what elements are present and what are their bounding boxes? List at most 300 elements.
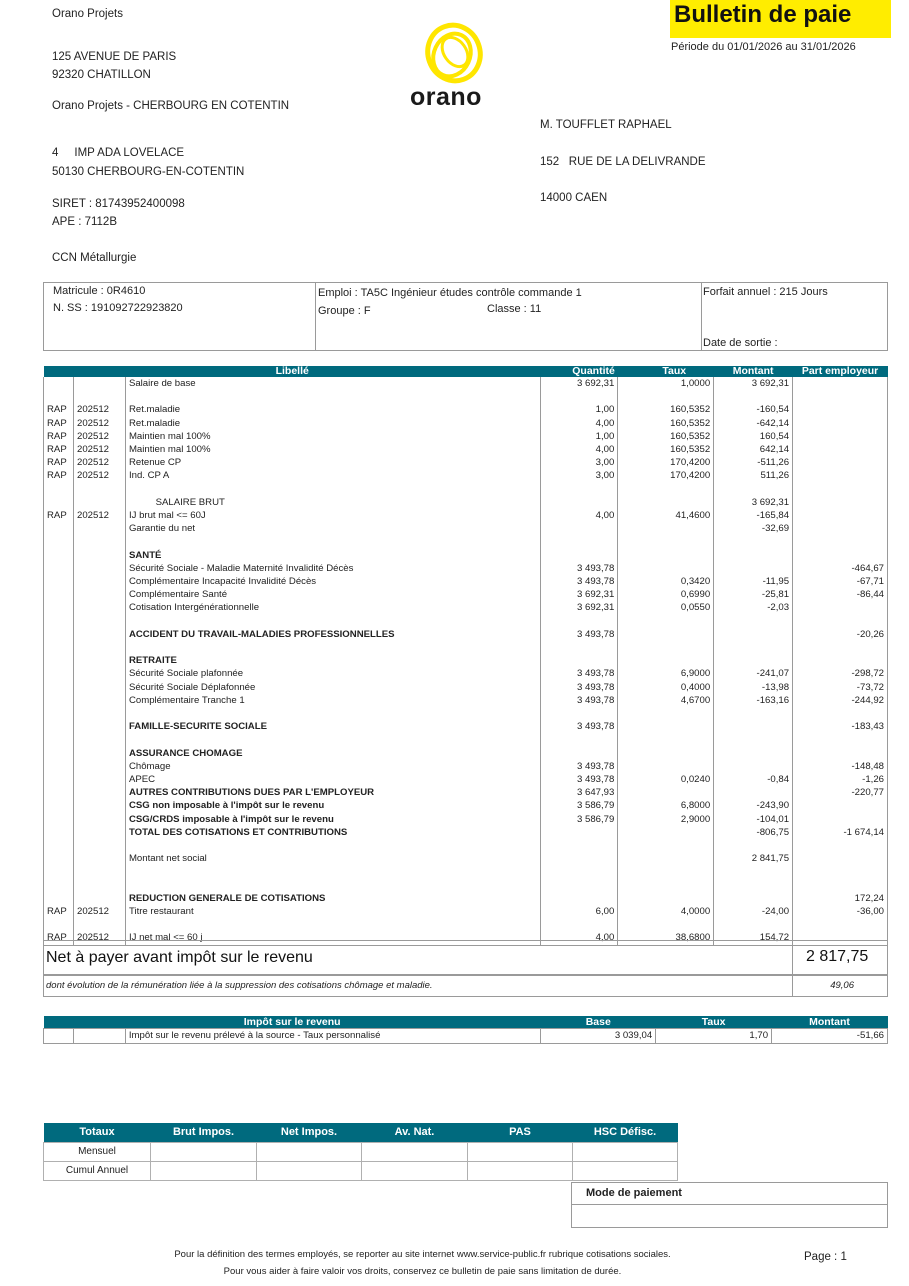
row-code: RAP [44,403,74,416]
row-amount: -642,14 [714,417,793,430]
row-employer-part [793,654,888,667]
row-period: 202512 [73,403,125,416]
row-code: RAP [44,931,74,945]
row-period [73,549,125,562]
row-label: Sécurité Sociale - Maladie Maternité Invalidité Décès [125,562,541,575]
table-row [44,628,888,641]
row-code [44,918,74,931]
row-employer-part [793,813,888,826]
totals-cell [468,1143,573,1162]
row-label: AUTRES CONTRIBUTIONS DUES PAR L'EMPLOYEUR [125,786,541,799]
row-quantity [541,615,618,628]
row-quantity [541,535,618,548]
row-code [44,747,74,760]
row-employer-part [793,641,888,654]
row-quantity: 3 493,78 [541,694,618,707]
table-row [44,786,888,799]
row-employer-part: -220,77 [793,786,888,799]
table-row [44,720,888,733]
row-rate [618,839,714,852]
table-row [44,681,888,694]
row-quantity: 3 493,78 [541,562,618,575]
row-amount [714,918,793,931]
table-row [44,773,888,786]
totals-cell [362,1162,468,1181]
row-label [125,865,541,878]
row-rate [618,628,714,641]
row-quantity [541,826,618,839]
row-code [44,377,74,390]
row-label: RETRAITE [125,654,541,667]
row-quantity [541,522,618,535]
payroll-table [43,366,888,946]
row-code [44,496,74,509]
row-employer-part [793,522,888,535]
row-amount: -11,95 [714,575,793,588]
row-rate: 0,4000 [618,681,714,694]
row-employer-part [793,839,888,852]
row-code [44,773,74,786]
row-quantity: 4,00 [541,509,618,522]
table-row [44,456,888,469]
row-quantity [541,654,618,667]
row-period [73,562,125,575]
row-label: SALAIRE BRUT [125,496,541,509]
row-amount: -0,84 [714,773,793,786]
row-quantity [541,747,618,760]
row-rate: 160,5352 [618,430,714,443]
row-employer-part [793,747,888,760]
row-label: Maintien mal 100% [125,443,541,456]
row-amount [714,535,793,548]
row-period [73,747,125,760]
row-label: APEC [125,773,541,786]
row-employer-part [793,707,888,720]
payment-divider [571,1204,888,1205]
income-tax-row [44,1029,888,1044]
row-label [125,641,541,654]
row-code [44,681,74,694]
row-code [44,535,74,548]
payroll-table-body [44,377,888,945]
totals-table [43,1123,678,1181]
row-label: Maintien mal 100% [125,430,541,443]
row-code [44,826,74,839]
row-code [44,760,74,773]
row-code: RAP [44,469,74,482]
table-spacer-row [44,707,888,720]
row-period [73,892,125,905]
row-amount: -163,16 [714,694,793,707]
row-quantity: 1,00 [541,430,618,443]
table-spacer-row [44,918,888,931]
row-quantity: 4,00 [541,417,618,430]
row-amount [714,562,793,575]
row-period: 202512 [73,509,125,522]
row-amount [714,641,793,654]
row-employer-part [793,615,888,628]
row-label: Ind. CP A [125,469,541,482]
row-employer-part: -244,92 [793,694,888,707]
row-label: CSG non imposable à l'impôt sur le revenu [125,799,541,812]
row-rate [618,562,714,575]
table-row [44,496,888,509]
row-quantity [541,865,618,878]
row-label: Complémentaire Tranche 1 [125,694,541,707]
row-quantity: 1,00 [541,403,618,416]
row-amount [714,390,793,403]
row-employer-part: -1 674,14 [793,826,888,839]
row-employer-part [793,879,888,892]
row-label: Sécurité Sociale plafonnée [125,667,541,680]
totals-cell [257,1162,362,1181]
table-row [44,799,888,812]
row-employer-part [793,496,888,509]
row-code [44,641,74,654]
employer-name: Orano Projets [52,8,123,20]
table-row [44,760,888,773]
row-label [125,733,541,746]
row-quantity: 3 586,79 [541,813,618,826]
row-period: 202512 [73,456,125,469]
row-amount: 154,72 [714,931,793,945]
table-row [44,562,888,575]
row-period [73,839,125,852]
net-pay-value: 2 817,75 [806,948,869,965]
row-employer-part [793,509,888,522]
table-row [44,892,888,905]
row-code [44,786,74,799]
payment-mode-label: Mode de paiement [586,1187,682,1199]
row-label: SANTÉ [125,549,541,562]
row-label: IJ net mal <= 60 j [125,931,541,945]
row-rate [618,852,714,865]
row-code [44,601,74,614]
row-rate [618,786,714,799]
row-quantity: 6,00 [541,905,618,918]
row-employer-part [793,601,888,614]
table-row [44,417,888,430]
row-employer-part [793,377,888,390]
row-quantity: 3 493,78 [541,681,618,694]
row-amount: -243,90 [714,799,793,812]
row-employer-part [793,733,888,746]
row-code: RAP [44,456,74,469]
row-code [44,549,74,562]
row-rate: 4,0000 [618,905,714,918]
row-employer-part [793,403,888,416]
row-amount: 642,14 [714,443,793,456]
row-label: Retenue CP [125,456,541,469]
table-row [44,813,888,826]
row-label: Montant net social [125,852,541,865]
totals-header-av-nat: Av. Nat. [394,1126,435,1138]
table-spacer-row [44,535,888,548]
row-rate: 4,6700 [618,694,714,707]
row-quantity [541,549,618,562]
row-amount [714,483,793,496]
row-period [73,575,125,588]
table-spacer-row [44,615,888,628]
footer-line1: Pour la définition des termes employés, se reporter au site internet www.service-public.fr rubrique cotisations sociales. [174,1249,671,1260]
row-period [73,390,125,403]
row-code [44,522,74,535]
tax-cell [73,1029,125,1044]
row-employer-part [793,417,888,430]
row-rate [618,865,714,878]
totals-row-monthly [44,1143,678,1162]
row-amount [714,720,793,733]
row-amount [714,865,793,878]
row-employer-part [793,918,888,931]
page-number: Page : 1 [804,1251,847,1263]
row-amount: -241,07 [714,667,793,680]
matricule: Matricule : 0R4610 [53,285,146,297]
table-row [44,469,888,482]
row-code [44,390,74,403]
row-rate [618,390,714,403]
row-amount [714,654,793,667]
table-row [44,654,888,667]
employer-site: Orano Projets - CHERBOURG EN COTENTIN [52,100,290,112]
row-employer-part: -1,26 [793,773,888,786]
row-period [73,707,125,720]
row-label [125,535,541,548]
row-quantity [541,733,618,746]
row-code [44,694,74,707]
row-rate: 0,0240 [618,773,714,786]
row-rate: 38,6800 [618,931,714,945]
header-rate: Taux [662,365,687,377]
row-code [44,720,74,733]
row-amount: -806,75 [714,826,793,839]
tax-header-amount: Montant [809,1016,850,1028]
info-divider [701,282,702,351]
tax-amount: -51,66 [772,1029,888,1044]
row-amount [714,786,793,799]
row-period [73,615,125,628]
row-period [73,654,125,667]
row-employer-part: -298,72 [793,667,888,680]
totals-header-net-impos: Net Impos. [280,1126,338,1138]
totals-cell [468,1162,573,1181]
row-rate: 170,4200 [618,456,714,469]
row-label: ASSURANCE CHOMAGE [125,747,541,760]
site-address-line2: 50130 CHERBOURG-EN-COTENTIN [52,166,245,178]
row-amount: -2,03 [714,601,793,614]
row-code [44,628,74,641]
tax-header-base: Base [585,1016,611,1028]
row-rate [618,522,714,535]
row-label: Garantie du net [125,522,541,535]
row-code [44,813,74,826]
row-employer-part [793,443,888,456]
row-rate: 0,3420 [618,575,714,588]
site-address-line1: 4 IMP ADA LOVELACE [52,147,185,159]
row-quantity [541,707,618,720]
row-rate [618,826,714,839]
row-period [73,813,125,826]
row-employer-part: -73,72 [793,681,888,694]
row-label: TOTAL DES COTISATIONS ET CONTRIBUTIONS [125,826,541,839]
employee-name: M. TOUFFLET RAPHAEL [540,119,672,131]
row-period [73,535,125,548]
row-rate [618,535,714,548]
row-code: RAP [44,430,74,443]
row-rate [618,483,714,496]
table-row [44,522,888,535]
row-employer-part [793,469,888,482]
table-row [44,826,888,839]
row-code: RAP [44,443,74,456]
info-divider [315,282,316,351]
row-quantity [541,641,618,654]
row-amount: -25,81 [714,588,793,601]
row-period [73,377,125,390]
row-amount [714,733,793,746]
row-rate [618,615,714,628]
payroll-table-header [44,366,888,377]
siret: SIRET : 81743952400098 [52,198,185,210]
row-label [125,390,541,403]
row-amount [714,839,793,852]
class: Classe : 11 [487,303,542,315]
row-amount: -32,69 [714,522,793,535]
row-employer-part [793,865,888,878]
row-label [125,839,541,852]
employer-address-line2: 92320 CHATILLON [52,69,151,81]
row-code [44,562,74,575]
row-quantity: 3,00 [541,469,618,482]
table-spacer-row [44,733,888,746]
row-period: 202512 [73,905,125,918]
row-label: ACCIDENT DU TRAVAIL-MALADIES PROFESSIONNELLES [125,628,541,641]
row-employer-part: -464,67 [793,562,888,575]
row-rate [618,641,714,654]
row-period [73,694,125,707]
totals-header-totaux: Totaux [79,1126,115,1138]
totals-cell [362,1143,468,1162]
row-amount: -160,54 [714,403,793,416]
row-period [73,773,125,786]
row-amount [714,747,793,760]
table-spacer-row [44,865,888,878]
row-period [73,799,125,812]
row-quantity: 3 493,78 [541,773,618,786]
table-row [44,747,888,760]
row-period [73,720,125,733]
row-quantity: 3 692,31 [541,601,618,614]
row-label: Titre restaurant [125,905,541,918]
row-amount: -104,01 [714,813,793,826]
table-spacer-row [44,483,888,496]
annual-package: Forfait annuel : 215 Jours [703,286,828,298]
row-label: IJ brut mal <= 60J [125,509,541,522]
row-label [125,483,541,496]
row-code [44,707,74,720]
row-code [44,852,74,865]
header-quantity: Quantité [572,365,615,377]
period: Période du 01/01/2026 au 31/01/2026 [671,41,856,53]
row-quantity: 3 493,78 [541,628,618,641]
row-label: Cotisation Intergénérationnelle [125,601,541,614]
orano-logo-text: orano [410,83,482,111]
row-amount: 3 692,31 [714,377,793,390]
row-employer-part [793,456,888,469]
row-period: 202512 [73,931,125,945]
totals-header-brut-impos: Brut Impos. [172,1126,235,1138]
table-row [44,694,888,707]
table-row [44,575,888,588]
row-rate: 160,5352 [618,403,714,416]
header-amount: Montant [732,365,774,377]
row-employer-part: -36,00 [793,905,888,918]
row-quantity [541,483,618,496]
row-amount: 3 692,31 [714,496,793,509]
row-amount: -24,00 [714,905,793,918]
tax-header-label: Impôt sur le revenu [243,1016,341,1028]
row-amount [714,549,793,562]
totals-cell [573,1143,678,1162]
row-period [73,667,125,680]
tax-header-rate: Taux [701,1016,726,1028]
row-period [73,601,125,614]
totals-header [44,1123,678,1143]
row-rate [618,892,714,905]
row-label: CSG/CRDS imposable à l'impôt sur le revenu [125,813,541,826]
row-code: RAP [44,417,74,430]
row-quantity: 3 692,31 [541,588,618,601]
row-employer-part [793,852,888,865]
row-period [73,628,125,641]
totals-header-hsc-defisc: HSC Défisc. [593,1126,657,1138]
row-employer-part [793,430,888,443]
row-rate [618,918,714,931]
tax-label: Impôt sur le revenu prélevé à la source - Taux personnalisé [125,1029,540,1044]
net-pay-label: Net à payer avant impôt sur le revenu [46,949,313,966]
row-label: Salaire de base [125,377,541,390]
row-employer-part: -183,43 [793,720,888,733]
row-rate: 41,4600 [618,509,714,522]
ape-code: APE : 7112B [52,216,117,228]
row-period: 202512 [73,430,125,443]
row-code [44,654,74,667]
row-period [73,879,125,892]
row-quantity: 3 493,78 [541,720,618,733]
row-period [73,483,125,496]
row-code [44,483,74,496]
row-label [125,615,541,628]
row-rate: 6,9000 [618,667,714,680]
row-rate [618,747,714,760]
row-employer-part [793,535,888,548]
row-rate [618,760,714,773]
row-label: FAMILLE-SECURITE SOCIALE [125,720,541,733]
tax-rate: 1,70 [656,1029,772,1044]
tax-cell [44,1029,74,1044]
row-rate [618,733,714,746]
table-spacer-row [44,879,888,892]
row-label: Ret.maladie [125,403,541,416]
row-rate: 170,4200 [618,469,714,482]
table-row [44,403,888,416]
row-code [44,733,74,746]
row-rate [618,707,714,720]
tax-base: 3 039,04 [541,1029,656,1044]
evolution-label: dont évolution de la rémunération liée à la suppression des cotisations chômage et maladie. [46,980,433,991]
table-row [44,443,888,456]
row-employer-part [793,483,888,496]
